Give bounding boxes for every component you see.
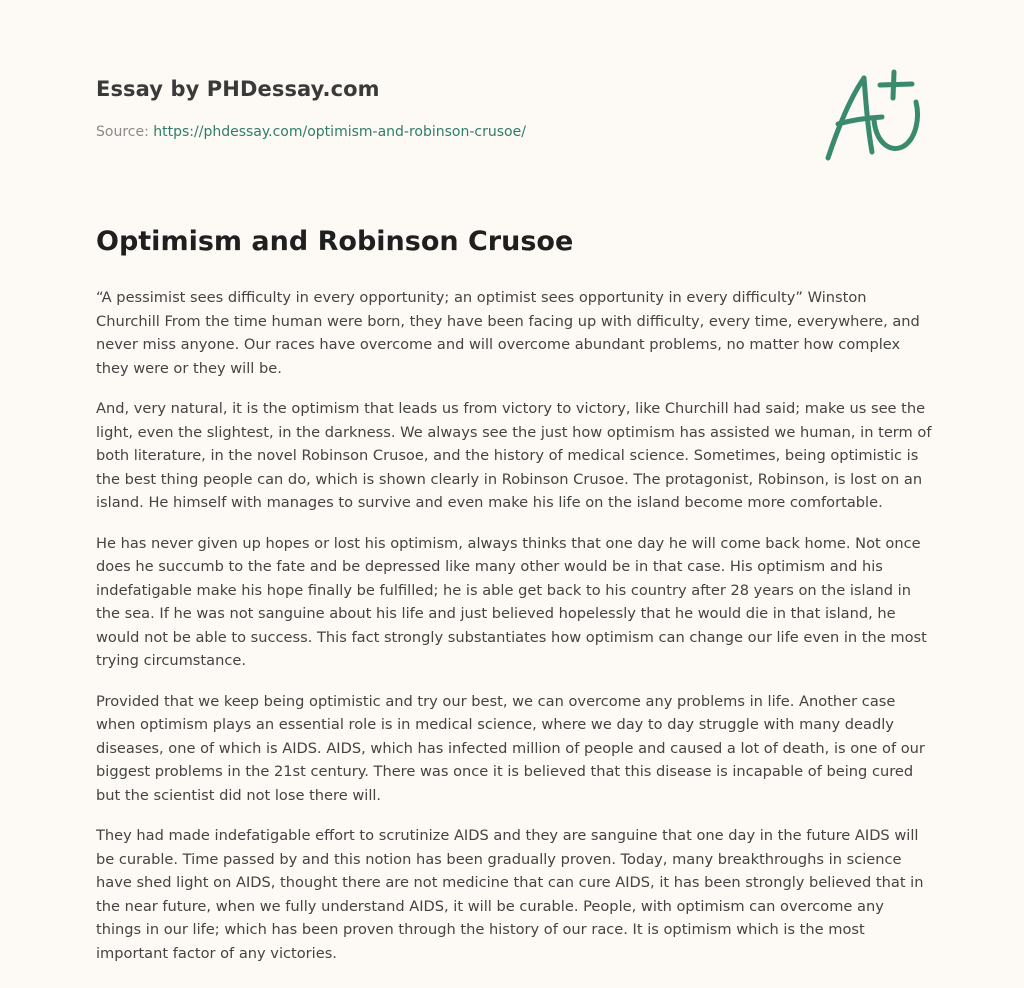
source-line [96,124,526,140]
essay-title: Optimism and Robinson Crusoe [96,226,574,257]
site-brand: Essay by PHDessay.com [96,77,380,101]
essay-paragraph: And, very natural, it is the optimism that leads us from victory to victory, like Churchill had said; make us see the light, even the slightest, in the darkness. We always see the just how optimism has assisted we human, in term of both literature, in the novel Robinson Crusoe, and the history of medical science. Sometimes, being optimistic is the best thing people can do, which is shown clearly in Robinson Crusoe. The protagonist, Robinson, is lost on an island. He himself with manages to survive and even make his life on the island become more comfortable. [96,400,932,511]
essay-paragraph: “A pessimist sees difficulty in every opportunity; an optimist sees opportunity in every difficulty” Winston Churchill From the time human were born, they have been facing up with difficulty, every time, everywhere, and never miss anyone. Our races have overcome and will overcome abundant problems, no matter how complex they were or they will be. [96,289,920,377]
essay-paragraph: He has never given up hopes or lost his optimism, always thinks that one day he will come back home. Not once does he succumb to the fate and be depressed like many other would be in that case. His optimism and his indefatigable make his hope finally be fulfilled; he is able get back to his country after 28 years on the island in the sea. If he was not sanguine about his life and just believed hopelessly that he would die in that island, he would not be able to success. This fact strongly substantiates how optimism can change our life even in the most trying circumstance. [96,534,927,669]
essay-body [96,286,932,982]
essay-paragraph: Provided that we keep being optimistic and try our best, we can overcome any problems in life. Another case when optimism plays an essential role is in medical science, where we day to day struggle with many deadly diseases, one of which is AIDS. AIDS, which has infected million of people and caused a lot of death, is one of our biggest problems in the 21st century. There was once it is believed that this disease is incapable of being cured but the scientist did not lose there will. [96,692,925,804]
a-plus-logo-icon [820,68,930,166]
essay-paragraph: They had made indefatigable effort to scrutinize AIDS and they are sanguine that one day in the future AIDS will be curable. Time passed by and this notion has been gradually proven. Today, many breakthroughs in science have shed light on AIDS, thought there are not medicine that can cure AIDS, it has been strongly believed that in the near future, when we fully understand AIDS, it will be curable. People, with optimism can overcome any things in our life; which has been proven through the history of our race. It is optimism which is the most important factor of any victories. [96,827,924,962]
source-link[interactable]: https://phdessay.com/optimism-and-robinson-crusoe/ [153,124,526,140]
source-label: Source: [96,124,154,140]
